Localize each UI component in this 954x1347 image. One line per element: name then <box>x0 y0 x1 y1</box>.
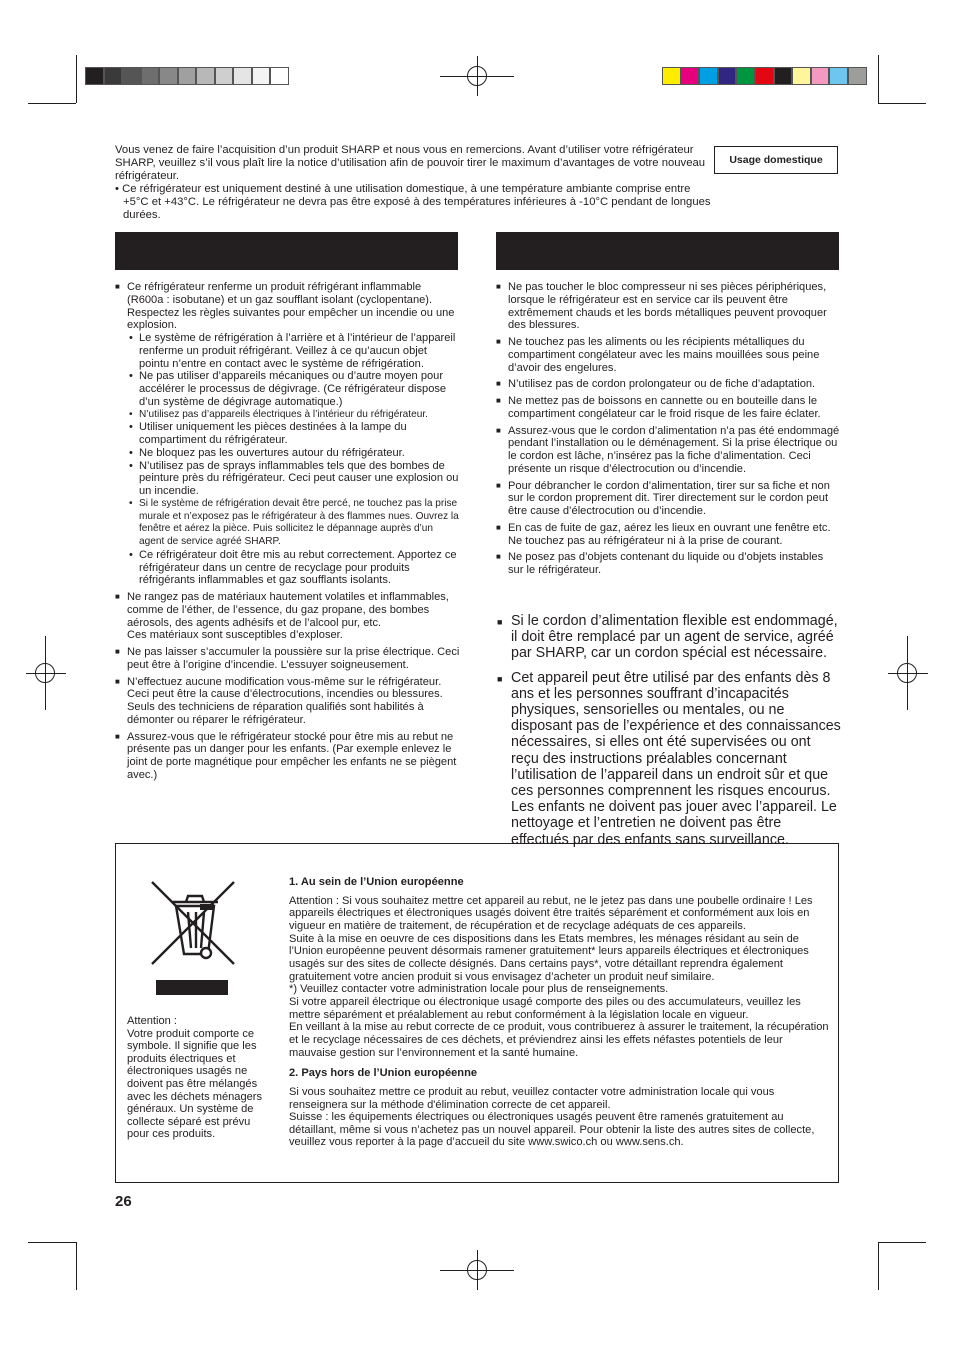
sub-item: • N’utilisez pas de sprays inflammables tels que des bombes de peinture près du réfrigérateur. Ceci peut causer une explosion ou un incendie. <box>127 460 460 498</box>
color-swatch <box>755 67 774 85</box>
list-item <box>115 281 460 587</box>
color-swatch <box>681 67 700 85</box>
important-notice <box>497 613 842 856</box>
color-swatch <box>848 67 867 85</box>
crop-mark <box>878 103 926 104</box>
paragraph: Si votre appareil électrique ou électronique usagé comporte des piles ou des accumulateurs, veuillez les mettre séparément et préalablement au rebut conformément à la législation locale en vigueur. <box>289 995 801 1021</box>
list-item <box>115 591 460 642</box>
list-item: ■ N’utilisez pas de cordon prolongateur ou de fiche d’adaptation. <box>496 378 841 391</box>
paragraph: Suisse : les équipements électriques ou électroniques usagés peuvent être ramenés gratuitement au détaillant, même si vous n’achetez pas un nouvel appareil. Pour obtenir la liste des autres sites de collecte, veuillez vous reporter à la page d’accueil du site www.swico.ch ou www.sens.ch. <box>289 1111 815 1149</box>
color-swatch <box>699 67 718 85</box>
list-item: ■ Assurez-vous que le réfrigérateur stocké pour être mis au rebut ne présente pas un danger pour les enfants. (Par exemple enlevez le joint de porte magnétique pour empêcher les enfants ne se piègent avec.) <box>115 731 460 782</box>
item-text: Ne rangez pas de matériaux hautement volatiles et inflammables, comme de l’éther, de l’essence, du gaz propane, des bombes aérosols, des agents adhésifs et de l’alcool pur, etc. <box>127 591 449 629</box>
paragraph: Attention : Si vous souhaitez mettre cet appareil au rebut, ne le jetez pas dans une poubelle ordinaire ! Les appareils électriques et électroniques usagés doivent être traités séparément et conformément aux lois en vigueur en matière de traitement, de récupération et de recyclage adéquats de ces appareils. <box>289 894 813 932</box>
color-swatch <box>85 67 104 85</box>
color-swatch <box>104 67 123 85</box>
left-warning-column <box>115 281 460 786</box>
paragraph: Suite à la mise en oeuvre de ces dispositions dans les Etats membres, les ménages résidant au sein de l’Union européenne peuvent désormais ramener gratuitement* leurs appareils électriques et électroniques usagés sur des sites de collecte désignés. Dans certains pays*, votre détaillant reprendra également gratuitement votre ancien produit si vous envisagez d’acheter un produit neuf similaire. <box>289 932 809 983</box>
registration-mark <box>35 663 55 683</box>
crop-mark <box>28 1242 76 1243</box>
list-item: ■ Assurez-vous que le cordon d’alimentation n’a pas été endommagé pendant l’installation ou le déménagement. Si la prise électrique ou le cordon est lâche, n’insérez pas la fiche d’alimentation. Ceci présente un risque d’électrocution ou d’incendie. <box>496 425 841 476</box>
crop-mark <box>76 1242 77 1290</box>
section-header-bar-right <box>496 232 839 270</box>
color-swatch <box>270 67 289 85</box>
list-item: ■ En cas de fuite de gaz, aérez les lieux en ouvrant une fenêtre etc. Ne touchez pas au réfrigérateur ni à la prise de courant. <box>496 522 841 548</box>
sub-item: • Ne bloquez pas les ouvertures autour du réfrigérateur. <box>127 447 460 460</box>
color-swatch <box>829 67 848 85</box>
registration-mark <box>467 1260 487 1280</box>
sub-item: • Ce réfrigérateur doit être mis au rebut correctement. Apportez ce réfrigérateur dans un centre de recyclage pour produits réfrigérants inflammables et gaz soufflants isolants. <box>127 549 460 587</box>
intro-bullet: • Ce réfrigérateur est uniquement destiné à une utilisation domestique, à une température ambiante comprise entre +5°C et +43°C. Le réfrigérateur ne devra pas être exposé à des températures inférieures à -10°C pendant de longues durées. <box>115 183 711 222</box>
color-swatch <box>159 67 178 85</box>
list-item: ■ Ne mettez pas de boissons en cannette ou en bouteille dans le compartiment congélateur car le froid risque de les faire éclater. <box>496 395 841 421</box>
section-heading-eu: 1. Au sein de l’Union européenne <box>289 876 464 888</box>
usage-label: Usage domestique <box>714 146 838 174</box>
list-item: ■ Ne pas toucher le bloc compresseur ni ses pièces périphériques, lorsque le réfrigérateur est en service car ils peuvent être extrêmement chauds et les bords métalliques peuvent provoquer des blessures. <box>496 281 841 332</box>
color-swatch <box>178 67 197 85</box>
paragraph: *) Veuillez contacter votre administration locale pour plus de renseignements. <box>289 983 669 996</box>
color-swatch <box>774 67 793 85</box>
list-item: ■ N’effectuez aucune modification vous-même sur le réfrigérateur. Ceci peut être la cause d’électrocutions, incendies ou blessures. Seuls des techniciens de réparation qualifiés sont habilités à démonter ou réparer le réfrigérateur. <box>115 676 460 727</box>
sub-item: • Utiliser uniquement les pièces destinées à la lampe du compartiment du réfrigérateur. <box>127 421 460 447</box>
notice-item: ■ Cet appareil peut être utilisé par des enfants dès 8 ans et les personnes souffrant d’incapacités physiques, sensorielles ou mentales, ou ne disposant pas de l’expérience et des connaissances nécessaires, si elles ont été supervisées ou ont reçu des instructions préalables concernant l’utilisation de l’appareil dans un endroit sûr et que ces personnes comprennent les risques encourus. Les enfants ne doivent pas jouer avec l’appareil. Le nettoyage et l’entretien ne doivent pas être effectués par des enfants sans surveillance. <box>497 670 842 848</box>
sub-item: • Si le système de réfrigération devait être percé, ne touchez pas la prise murale et n’exposez pas le réfrigérateur à des flammes nues. Ouvrez la fenêtre et aérez la pièce. Puis sollicitez le dépannage auprès d’un agent de service agréé SHARP. <box>127 498 460 549</box>
color-swatch <box>662 67 681 85</box>
attention-text: Votre produit comporte ce symbole. Il signifie que les produits électriques et électroniques usagés ne doivent pas être mélangés avec les déchets ménagers généraux. Un système de collecte séparé est prévu pour ces produits. <box>127 1027 263 1141</box>
registration-mark <box>467 66 487 86</box>
paragraph: En veillant à la mise au rebut correcte de ce produit, vous contribuerez à assurer le traitement, la récupération et le recyclage nécessaires de ces déchets, et préviendrez ainsi les effets néfastes potentiels de leur mauvaise gestion sur l’environnement et la santé humaine. <box>289 1021 829 1059</box>
sub-list <box>127 332 460 587</box>
section-header-bar-left <box>115 232 458 270</box>
registration-mark <box>897 663 917 683</box>
sub-item: • Le système de réfrigération à l’arrière et à l’intérieur de l’appareil renferme un produit réfrigérant. Veillez à ce qu’aucun objet pointu n’entre en contact avec le système de réfrigération. <box>127 332 460 370</box>
paragraph: Si vous souhaitez mettre ce produit au rebut, veuillez contacter votre administration locale qui vous renseignera sur la méthode d'élimination correcte de cet appareil. <box>289 1085 775 1111</box>
color-swatch <box>233 67 252 85</box>
item-text: Ce réfrigérateur renferme un produit réfrigérant inflammable (R600a : isobutane) et un gaz soufflant isolant (cyclopentane). Respectez les règles suivantes pour empêcher un incendie ou une explosion. <box>127 281 455 332</box>
color-swatch <box>141 67 160 85</box>
color-swatch <box>215 67 234 85</box>
color-swatch <box>736 67 755 85</box>
color-swatch <box>811 67 830 85</box>
intro <box>115 144 715 223</box>
color-swatch <box>792 67 811 85</box>
page-number: 26 <box>115 1193 132 1210</box>
attention-label: Attention : <box>127 1015 177 1027</box>
sub-item: • Ne pas utiliser d’appareils mécaniques ou d’autre moyen pour accélérer le processus de dégivrage. (Ce réfrigérateur dispose d’un système de dégivrage automatique.) <box>127 370 460 408</box>
disposal-text <box>289 876 829 1149</box>
color-swatch <box>122 67 141 85</box>
right-warning-column <box>496 281 841 581</box>
notice-item: ■ Si le cordon d’alimentation flexible est endommagé, il doit être remplacé par un agent de service, agréé par SHARP, car un cordon spécial est nécessaire. <box>497 613 842 662</box>
list-item: ■ Ne pas laisser s’accumuler la poussière sur la prise électrique. Ceci peut être à l’origine d’incendie. L’essuyer soigneusement. <box>115 646 460 672</box>
color-swatch <box>718 67 737 85</box>
section-heading-non-eu: 2. Pays hors de l’Union européenne <box>289 1067 478 1080</box>
list-item: ■ Pour débrancher le cordon d’alimentation, tirer sur sa fiche et non sur le cordon proprement dit. Tirer directement sur le cordon peut être cause d’électrocution ou d’incendie. <box>496 480 841 518</box>
crossed-out-bin-icon <box>148 878 240 998</box>
crop-mark <box>76 55 77 103</box>
crop-mark <box>28 103 76 104</box>
item-text: Ces matériaux sont susceptibles d’exploser. <box>127 629 343 642</box>
crop-mark <box>878 1242 926 1243</box>
list-item: ■ Ne posez pas d’objets contenant du liquide ou d’objets instables sur le réfrigérateur. <box>496 551 841 577</box>
attention-note <box>127 1015 272 1141</box>
sub-item: • N’utilisez pas d’appareils électriques à l’intérieur du réfrigérateur. <box>127 409 460 422</box>
color-swatch <box>196 67 215 85</box>
crop-mark <box>878 55 879 103</box>
intro-text: Vous venez de faire l’acquisition d’un produit SHARP et nous vous en remercions. Avant d’utiliser votre réfrigérateur SHARP, veuillez s’il vous plaît lire la notice d’utilisation afin de pouvoir tirer le maximum d’avantages de votre nouveau réfrigérateur. <box>115 144 706 183</box>
color-swatch <box>252 67 271 85</box>
list-item: ■ Ne touchez pas les aliments ou les récipients métalliques du compartiment congélateur avec les mains mouillées sous peine d’avoir des engelures. <box>496 336 841 374</box>
crop-mark <box>878 1242 879 1290</box>
